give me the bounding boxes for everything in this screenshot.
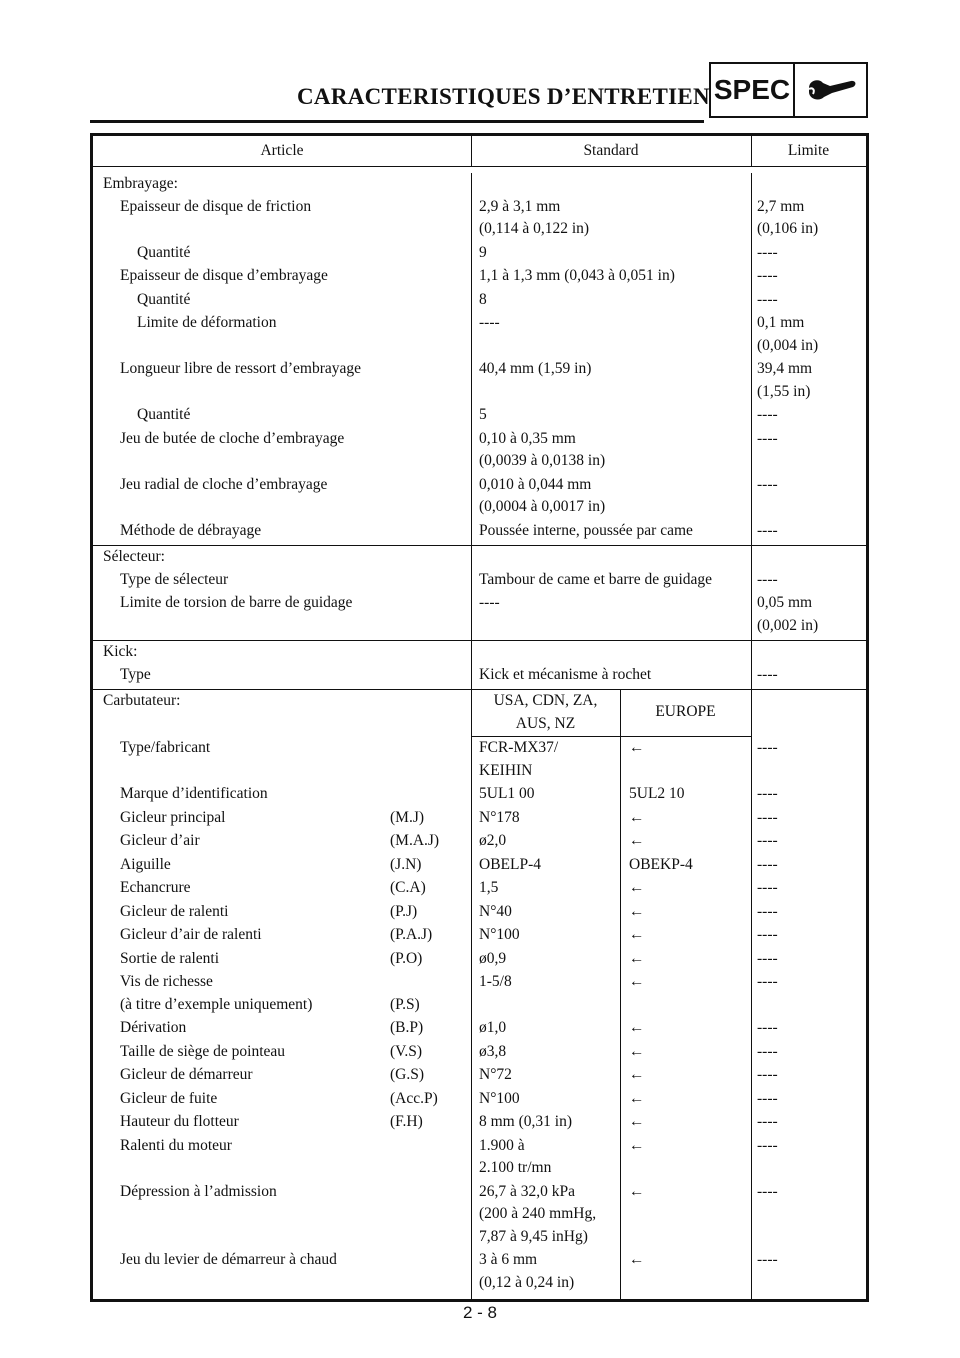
standard-value-europe: ← — [629, 1136, 645, 1154]
column-divider — [471, 404, 472, 428]
item-label: Limite de déformation — [137, 314, 277, 331]
table-row — [93, 242, 866, 266]
column-divider — [620, 830, 621, 854]
standard-value-usa: ø2,0 — [479, 832, 507, 849]
column-divider — [471, 173, 472, 196]
carburetor-row — [93, 877, 866, 901]
wrench-icon-box — [793, 62, 868, 118]
table-row — [93, 664, 866, 688]
section-title: Kick: — [103, 643, 138, 660]
column-divider — [471, 737, 472, 783]
standard-value-usa: ø0,9 — [479, 949, 507, 967]
column-divider — [751, 948, 752, 972]
item-code: (C.A) — [390, 879, 426, 896]
column-divider — [751, 289, 752, 313]
standard-value-europe: ← — [629, 973, 645, 990]
section-title-row — [93, 640, 866, 664]
carburetor-row — [93, 1017, 866, 1041]
item-label: Jeu de butée de cloche d’embrayage — [120, 429, 345, 447]
column-divider — [751, 830, 752, 854]
limit-value: ---- — [757, 290, 778, 308]
column-divider — [471, 242, 472, 266]
column-divider — [751, 265, 752, 289]
column-divider — [471, 807, 472, 831]
item-label: Echancrure — [120, 879, 191, 896]
item-label: Epaisseur de disque d’embrayage — [120, 267, 328, 284]
standard-value-europe: ← — [629, 808, 645, 826]
section-title: Carbutateur: — [103, 692, 181, 709]
column-divider — [471, 428, 472, 474]
table-row — [93, 265, 866, 289]
item-label: Jeu radial de cloche d’embrayage — [120, 475, 328, 493]
table-row — [93, 569, 866, 593]
limit-value: ---- — [757, 739, 778, 756]
carburetor-row — [93, 1111, 866, 1135]
column-header-limit: Limite — [787, 142, 830, 159]
item-label: Longueur libre de ressort d’embrayage — [120, 360, 362, 377]
column-header-standard: Standard — [583, 142, 639, 159]
item-label: Gicleur principal — [120, 808, 226, 826]
table-row — [93, 312, 866, 358]
column-divider — [751, 1088, 752, 1112]
standard-value-usa: ø3,8 — [479, 1042, 507, 1060]
limit-value: ---- — [757, 785, 778, 802]
column-divider — [751, 1041, 752, 1065]
item-code: (F.H) — [390, 1113, 423, 1130]
column-divider — [620, 971, 621, 1017]
column-divider — [751, 196, 752, 242]
column-divider — [751, 428, 752, 474]
limit-value: ---- — [757, 1113, 778, 1130]
item-code: (P.J) — [390, 902, 418, 920]
standard-value-europe: ← — [629, 832, 645, 849]
column-divider — [620, 854, 621, 878]
section-title: Sélecteur: — [103, 548, 165, 565]
item-label: Gicleur de démarreur — [120, 1066, 253, 1083]
item-code: (V.S) — [390, 1042, 423, 1060]
standard-value: (0,0039 à 0,0138 in) — [479, 452, 606, 469]
item-code: (P.O) — [390, 949, 423, 967]
column-divider — [471, 1249, 472, 1295]
standard-value-europe: ← — [629, 1066, 645, 1083]
standard-value-usa: 7,87 à 9,45 inHg) — [479, 1227, 588, 1245]
column-divider — [471, 830, 472, 854]
column-divider — [471, 1041, 472, 1065]
standard-value-usa: N°178 — [479, 808, 520, 826]
item-label: Quantité — [137, 290, 191, 308]
standard-value-usa: 5UL1 00 — [479, 785, 535, 802]
column-divider — [620, 1111, 621, 1135]
table-row — [93, 592, 866, 638]
carburetor-row — [93, 1041, 866, 1065]
column-divider — [751, 358, 752, 404]
column-divider — [751, 592, 752, 638]
limit-value: ---- — [757, 1089, 778, 1107]
limit-value: (1,55 in) — [757, 382, 811, 400]
item-code: (M.A.J) — [390, 832, 440, 849]
standard-value: 40,4 mm (1,59 in) — [479, 360, 592, 377]
carburetor-column-europe: EUROPE — [655, 703, 716, 721]
column-divider — [471, 520, 472, 544]
limit-value: 39,4 mm — [757, 360, 813, 377]
standard-value-europe: 5UL2 10 — [629, 785, 685, 802]
column-divider — [751, 854, 752, 878]
column-divider — [620, 807, 621, 831]
item-label: Epaisseur de disque de friction — [120, 197, 312, 215]
column-divider — [751, 312, 752, 358]
limit-value: ---- — [757, 902, 778, 920]
limit-value: ---- — [757, 1042, 778, 1060]
standard-value: ---- — [479, 594, 500, 611]
column-divider — [471, 592, 472, 638]
carburetor-row — [93, 948, 866, 972]
column-divider — [751, 404, 752, 428]
standard-value-europe: ← — [629, 879, 645, 896]
item-label: Vis de richesse — [120, 973, 213, 990]
standard-value-europe: ← — [629, 926, 645, 943]
column-divider — [620, 1088, 621, 1112]
standard-value: 2,9 à 3,1 mm — [479, 197, 561, 215]
item-label: Méthode de débrayage — [120, 521, 262, 539]
limit-value: (0,004 in) — [757, 336, 819, 354]
standard-value-usa: FCR-MX37/ — [479, 739, 559, 756]
limit-value: 0,1 mm — [757, 314, 805, 331]
standard-value: 0,010 à 0,044 mm — [479, 475, 592, 493]
column-divider — [751, 1017, 752, 1041]
standard-value-usa: N°100 — [479, 1089, 520, 1107]
limit-value: ---- — [757, 406, 778, 423]
table-row — [93, 428, 866, 474]
column-divider — [751, 474, 752, 520]
column-divider — [620, 877, 621, 901]
limit-value: ---- — [757, 1136, 778, 1154]
item-label: Aiguille — [120, 855, 171, 873]
column-divider — [620, 783, 621, 807]
column-divider — [751, 690, 752, 737]
item-label: Type/fabricant — [120, 739, 211, 756]
column-divider — [471, 854, 472, 878]
limit-value: ---- — [757, 475, 778, 493]
standard-value-usa: (0,12 à 0,24 in) — [479, 1273, 575, 1291]
carburetor-row — [93, 783, 866, 807]
column-divider — [620, 901, 621, 925]
standard-value-usa: 1-5/8 — [479, 973, 512, 990]
column-divider — [620, 924, 621, 948]
column-divider — [471, 664, 472, 688]
limit-value: ---- — [757, 521, 778, 539]
carburetor-row — [93, 901, 866, 925]
column-divider — [620, 1064, 621, 1088]
column-divider — [471, 546, 472, 569]
item-label: Quantité — [137, 406, 191, 423]
item-label: Quantité — [137, 243, 191, 261]
column-divider — [751, 1111, 752, 1135]
column-divider — [751, 901, 752, 925]
standard-value-europe: ← — [629, 1089, 645, 1107]
column-divider — [620, 948, 621, 972]
carburetor-row — [93, 854, 866, 878]
table-row — [93, 520, 866, 544]
column-divider — [620, 1017, 621, 1041]
column-divider — [620, 737, 621, 783]
limit-value: ---- — [757, 570, 778, 588]
item-label: Dépression à l’admission — [120, 1182, 277, 1200]
column-divider — [471, 1111, 472, 1135]
limit-value: (0,106 in) — [757, 220, 819, 237]
column-divider — [471, 971, 472, 1017]
standard-value-europe: ← — [629, 1251, 645, 1268]
item-code: (G.S) — [390, 1066, 425, 1083]
column-header-article: Article — [260, 142, 304, 159]
limit-value: ---- — [757, 808, 778, 826]
column-divider — [620, 1041, 621, 1065]
column-divider — [471, 877, 472, 901]
item-label: Ralenti du moteur — [120, 1136, 232, 1154]
item-code: (P.A.J) — [390, 926, 433, 943]
standard-value-usa: 1.900 à — [479, 1136, 525, 1154]
title-underline — [90, 120, 704, 123]
carburetor-column-usa: AUS, NZ — [515, 714, 576, 732]
standard-value: Poussée interne, poussée par came — [479, 521, 693, 539]
carburetor-row — [93, 737, 866, 783]
table-row — [93, 404, 866, 428]
column-divider — [471, 312, 472, 358]
limit-value: 0,05 mm — [757, 594, 813, 611]
table-end-spacer — [93, 1295, 866, 1299]
column-divider — [471, 474, 472, 520]
column-divider — [751, 641, 752, 664]
standard-value-europe: ← — [629, 739, 645, 756]
limit-value: ---- — [757, 429, 778, 447]
limit-value: ---- — [757, 1066, 778, 1083]
carburetor-row — [93, 1181, 866, 1250]
specifications-table — [90, 133, 869, 1302]
column-divider — [751, 1181, 752, 1250]
column-divider — [751, 807, 752, 831]
table-row — [93, 196, 866, 242]
column-divider — [471, 196, 472, 242]
column-divider — [751, 520, 752, 544]
item-label: Gicleur de fuite — [120, 1089, 218, 1107]
item-label: Gicleur d’air — [120, 832, 200, 849]
page-number: 2 - 8 — [462, 1303, 498, 1322]
column-divider — [471, 948, 472, 972]
limit-value: ---- — [757, 949, 778, 967]
standard-value: 0,10 à 0,35 mm — [479, 429, 576, 447]
limit-value: ---- — [757, 243, 778, 261]
standard-value-usa: N°100 — [479, 926, 520, 943]
spec-badge: SPEC — [709, 62, 795, 118]
item-label: Hauteur du flotteur — [120, 1113, 239, 1130]
limit-value: ---- — [757, 267, 778, 284]
column-divider — [751, 924, 752, 948]
standard-value: (0,114 à 0,122 in) — [479, 220, 590, 237]
standard-value-usa: KEIHIN — [479, 761, 533, 779]
standard-value-usa: (200 à 240 mmHg, — [479, 1205, 597, 1222]
standard-value-europe: ← — [629, 1182, 645, 1200]
standard-value-europe: ← — [629, 1019, 645, 1036]
item-code: (Acc.P) — [390, 1089, 438, 1107]
standard-value-usa: N°72 — [479, 1066, 512, 1083]
carburetor-row — [93, 1249, 866, 1295]
carburetor-row — [93, 807, 866, 831]
column-divider — [471, 1017, 472, 1041]
item-label: Gicleur d’air de ralenti — [120, 926, 262, 943]
table-row — [93, 474, 866, 520]
table-row — [93, 358, 866, 404]
carburetor-row — [93, 1064, 866, 1088]
limit-value: (0,002 in) — [757, 616, 819, 634]
carburetor-row — [93, 830, 866, 854]
standard-value: 1,1 à 1,3 mm (0,043 à 0,051 in) — [479, 267, 675, 284]
section-title: Embrayage: — [103, 175, 178, 192]
column-divider — [620, 1295, 621, 1299]
carburetor-row — [93, 924, 866, 948]
column-divider — [620, 1135, 621, 1181]
carburetor-column-usa: USA, CDN, ZA, — [493, 692, 598, 709]
column-divider — [471, 265, 472, 289]
column-divider — [751, 737, 752, 783]
limit-value: ---- — [757, 832, 778, 849]
column-divider — [471, 289, 472, 313]
column-divider — [471, 1181, 472, 1250]
column-divider — [471, 1088, 472, 1112]
limit-value: ---- — [757, 926, 778, 943]
standard-value: 9 — [479, 243, 487, 261]
standard-value-europe: ← — [629, 902, 645, 920]
standard-value: Tambour de came et barre de guidage — [479, 570, 713, 588]
column-divider — [751, 877, 752, 901]
column-divider — [751, 783, 752, 807]
item-label: Jeu du levier de démarreur à chaud — [120, 1251, 337, 1268]
column-divider — [620, 1249, 621, 1295]
limit-value: ---- — [757, 973, 778, 990]
standard-value-europe: ← — [629, 1113, 645, 1130]
standard-value-europe: OBEKP-4 — [629, 855, 693, 873]
standard-value: 8 — [479, 290, 487, 308]
column-divider — [471, 924, 472, 948]
item-label: Dérivation — [120, 1019, 187, 1036]
item-label: Limite de torsion de barre de guidage — [120, 594, 353, 611]
column-divider — [471, 1064, 472, 1088]
carburetor-row — [93, 1088, 866, 1112]
standard-value-usa: 8 mm (0,31 in) — [479, 1113, 572, 1130]
item-label: Type de sélecteur — [120, 570, 229, 588]
column-divider — [751, 1064, 752, 1088]
column-divider — [620, 1181, 621, 1250]
column-divider — [751, 1249, 752, 1295]
column-divider — [471, 783, 472, 807]
table-row — [93, 289, 866, 313]
standard-value-usa: 1,5 — [479, 879, 499, 896]
column-divider — [751, 664, 752, 688]
column-divider — [471, 1135, 472, 1181]
column-divider — [471, 641, 472, 664]
item-code: (B.P) — [390, 1019, 424, 1036]
column-divider — [471, 358, 472, 404]
item-label: Taille de siège de pointeau — [120, 1042, 286, 1060]
standard-value-usa: 2.100 tr/mn — [479, 1159, 552, 1176]
column-divider — [471, 1295, 472, 1299]
section-title-row — [93, 545, 866, 569]
item-code: (M.J) — [390, 808, 425, 826]
wrench-icon — [803, 75, 859, 105]
limit-value: ---- — [757, 879, 778, 896]
column-divider — [751, 546, 752, 569]
limit-value: ---- — [757, 665, 778, 683]
section-title-row — [93, 173, 866, 196]
column-divider — [471, 569, 472, 593]
standard-value-usa: OBELP-4 — [479, 855, 541, 873]
page-title: CARACTERISTIQUES D’ENTRETIEN — [297, 84, 710, 109]
item-label: Marque d’identification — [120, 785, 268, 802]
column-divider — [471, 901, 472, 925]
limit-value: ---- — [757, 1251, 778, 1268]
column-divider — [751, 569, 752, 593]
item-label: Gicleur de ralenti — [120, 902, 229, 920]
item-label: Sortie de ralenti — [120, 949, 219, 967]
standard-value: (0,0004 à 0,0017 in) — [479, 498, 606, 515]
column-divider — [751, 1135, 752, 1181]
table-header-row — [93, 136, 866, 167]
standard-value: Kick et mécanisme à rochet — [479, 665, 652, 683]
column-divider — [751, 173, 752, 196]
limit-value: 2,7 mm — [757, 197, 805, 215]
standard-value-usa: N°40 — [479, 902, 512, 920]
carburetor-row — [93, 971, 866, 1017]
item-code: (P.S) — [390, 995, 420, 1013]
limit-value: ---- — [757, 855, 778, 873]
item-code: (J.N) — [390, 855, 422, 873]
carburetor-header-row — [93, 689, 866, 737]
limit-value: ---- — [757, 1182, 778, 1200]
standard-value-usa: ø1,0 — [479, 1019, 507, 1036]
column-divider — [751, 242, 752, 266]
column-divider — [751, 1295, 752, 1299]
limit-value: ---- — [757, 1019, 778, 1036]
standard-value-europe: ← — [629, 1042, 645, 1060]
standard-value-usa: 26,7 à 32,0 kPa — [479, 1182, 576, 1200]
standard-value-usa: 3 à 6 mm — [479, 1251, 538, 1268]
column-divider — [751, 971, 752, 1017]
item-label: Type — [120, 665, 151, 683]
item-label-note: (à titre d’exemple uniquement) — [120, 995, 313, 1013]
carburetor-row — [93, 1135, 866, 1181]
standard-value-europe: ← — [629, 949, 645, 967]
standard-value: 5 — [479, 406, 487, 423]
standard-value: ---- — [479, 314, 500, 331]
